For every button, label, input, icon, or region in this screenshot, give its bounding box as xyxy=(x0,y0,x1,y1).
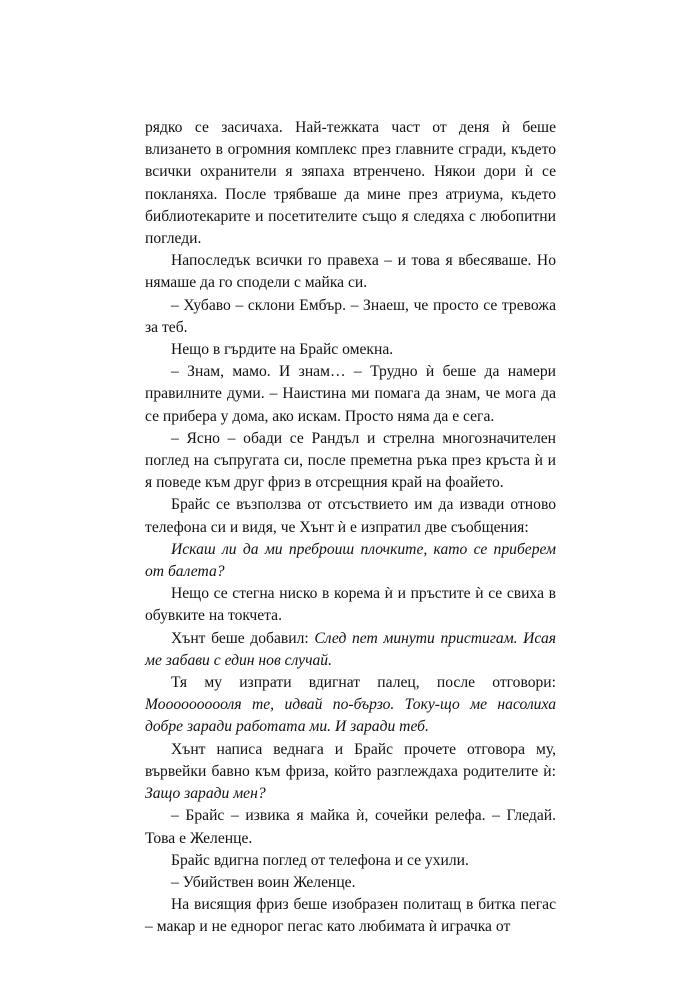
paragraph-3: – Хубаво – склони Ембър. – Знаеш, че просто се тревожа за теб. xyxy=(145,296,556,336)
paragraph-12 xyxy=(145,739,556,806)
paragraph-6: – Ясно – обади се Рандъл и стрелна многозначителен поглед на съпругата си, после преметна ръка през кръста ѝ и я поведе към друг фриз в отсрещния край на фоайето. xyxy=(145,429,556,492)
paragraph-8 xyxy=(145,539,556,583)
text-message-1: Искаш ли да ми преброиш плочките, като се приберем от балета? xyxy=(145,540,556,581)
paragraph-16: На висящия фриз беше изобразен политащ в битка пегас – макар и не еднорог пегас като любимата ѝ играчка от xyxy=(145,896,556,936)
paragraph-13: – Брайс – извика я майка ѝ, сочейки релефа. – Гледай. Това е Желенце. xyxy=(145,807,556,847)
paragraph-7: Брайс се възползва от отсъствието им да извади отново телефона си и видя, че Хънт ѝ е изпратил две съобщения: xyxy=(145,496,556,536)
paragraph-10-plain: Хънт беше добавил: xyxy=(171,629,315,647)
paragraph-10 xyxy=(145,628,556,672)
paragraph-14: Брайс вдигна поглед от телефона и се ухили. xyxy=(171,851,469,869)
paragraph-15: – Убийствен воин Желенце. xyxy=(171,873,356,891)
paragraph-4: Нещо в гърдите на Брайс омекна. xyxy=(171,341,394,359)
paragraph-12-plain: Хънт написа веднага и Брайс прочете отговора му, вървейки бавно към фриза, който разглеждаха родителите ѝ: xyxy=(145,740,556,780)
text-message-3: Моооооооооля те, идвай по-бързо. Току-що ме насолиха добре заради работата ми. И заради теб. xyxy=(145,696,556,736)
body-text xyxy=(145,117,556,939)
paragraph-5: – Знам, мамо. И знам… – Трудно ѝ беше да намери правилните думи. – Наистина ми помага да знам, че мога да се прибера у дома, ако искам. Просто няма да е сега. xyxy=(145,363,556,425)
paragraph-11 xyxy=(145,672,556,739)
text-message-4: Защо заради мен? xyxy=(145,785,266,803)
text-message-2: След пет минути пристигам. Исая ме забави с един нов случай. xyxy=(145,629,556,669)
paragraph-1: рядко се засичаха. Най-тежката част от деня ѝ беше влизането в огромния комплекс през главните сгради, където всички охранители я зяпаха втренчено. Някои дори ѝ се покланяха. После трябваше да мине през атриума, където библиотекарите и посетителите също я следяха с любопитни погледи. xyxy=(145,119,556,248)
paragraph-2: Напоследък всички го правеха – и това я вбесяваше. Но нямаше да го сподели с майка си. xyxy=(145,252,556,292)
paragraph-11-plain: Тя му изпрати вдигнат палец, после отговори: xyxy=(171,674,556,692)
paragraph-9: Нещо се стегна ниско в корема ѝ и пръстите ѝ се свиха в обувките на токчета. xyxy=(145,585,556,625)
